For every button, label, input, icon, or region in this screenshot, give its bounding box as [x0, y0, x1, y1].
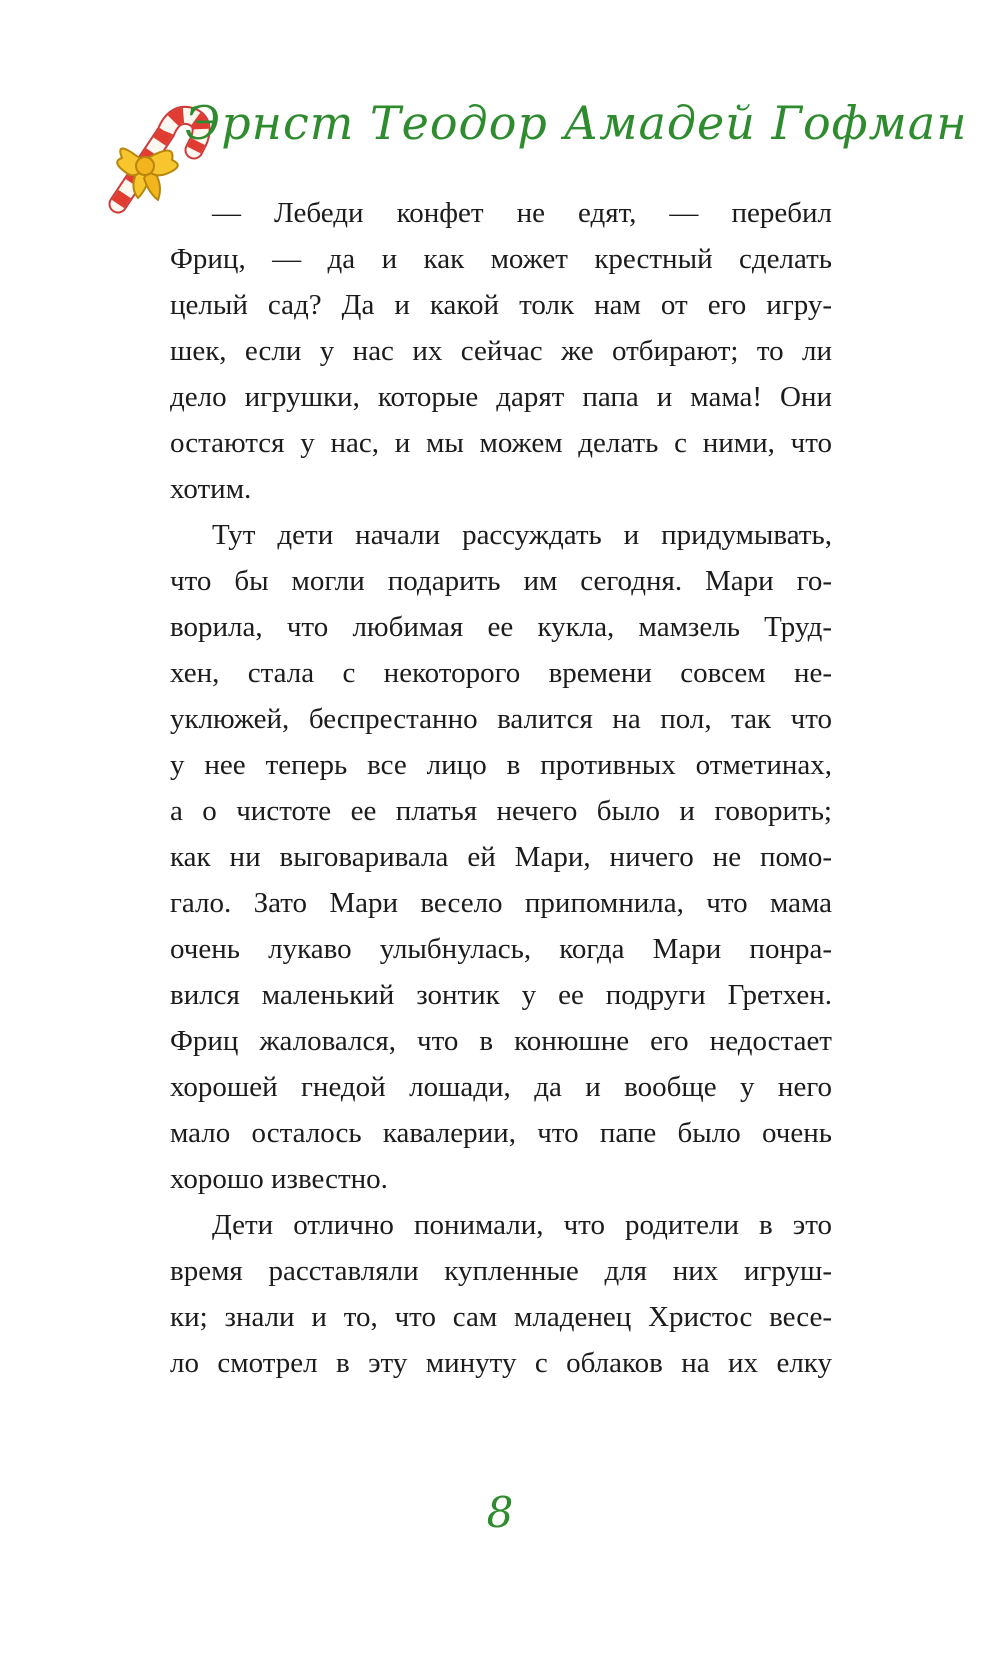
text-line: а о чистоте ее платья нечего было и говорить; [170, 795, 832, 827]
text-line: у нее теперь все лицо в противных отметинах, [170, 749, 832, 781]
text-line: целый сад? Да и какой толк нам от его игру- [170, 289, 832, 321]
text-line: хотим. [170, 473, 252, 505]
text-line: ворила, что любимая ее кукла, мамзель Труд- [170, 611, 832, 643]
page-number: 8 [486, 1488, 514, 1537]
text-line: хорошей гнедой лошади, да и вообще у него [170, 1071, 832, 1103]
text-line: хен, стала с некоторого времени совсем не- [170, 657, 832, 689]
paragraph [170, 190, 832, 512]
text-line: что бы могли подарить им сегодня. Мари го- [170, 565, 832, 597]
text-line: Фриц, — да и как может крестный сделать [170, 243, 832, 275]
text-line: хорошо известно. [170, 1163, 388, 1195]
text-line: ки; знали и то, что сам младенец Христос весе- [170, 1301, 832, 1333]
text-line: очень лукаво улыбнулась, когда Мари понра- [170, 933, 832, 965]
text-line: уклюжей, беспрестанно валится на пол, так что [170, 703, 832, 735]
text-line: как ни выговаривала ей Мари, ничего не помо- [170, 841, 832, 873]
text-line: шек, если у нас их сейчас же отбирают; то ли [170, 335, 832, 367]
text-line: Тут дети начали рассуждать и придумывать, [212, 519, 832, 551]
text-line: дело игрушки, которые дарят папа и мама! Они [170, 381, 832, 413]
text-line: вился маленький зонтик у ее подруги Гретхен. [170, 979, 832, 1011]
text-line: мало осталось кавалерии, что папе было очень [170, 1117, 832, 1149]
author-header: Эрнст Теодор Амадей Гофман [185, 96, 968, 150]
text-line: — Лебеди конфет не едят, — перебил [212, 197, 832, 229]
paragraph [170, 512, 832, 1202]
body-text [170, 190, 832, 1386]
text-line: остаются у нас, и мы можем делать с ними, что [170, 427, 832, 459]
text-line: ло смотрел в эту минуту с облаков на их елку [170, 1347, 832, 1379]
text-line: Фриц жаловался, что в конюшне его недостает [170, 1025, 832, 1057]
text-line: гало. Зато Мари весело припомнила, что мама [170, 887, 832, 919]
text-line: Дети отлично понимали, что родители в это [212, 1209, 832, 1241]
paragraph [170, 1202, 832, 1386]
text-line: время расставляли купленные для них игруш- [170, 1255, 832, 1287]
